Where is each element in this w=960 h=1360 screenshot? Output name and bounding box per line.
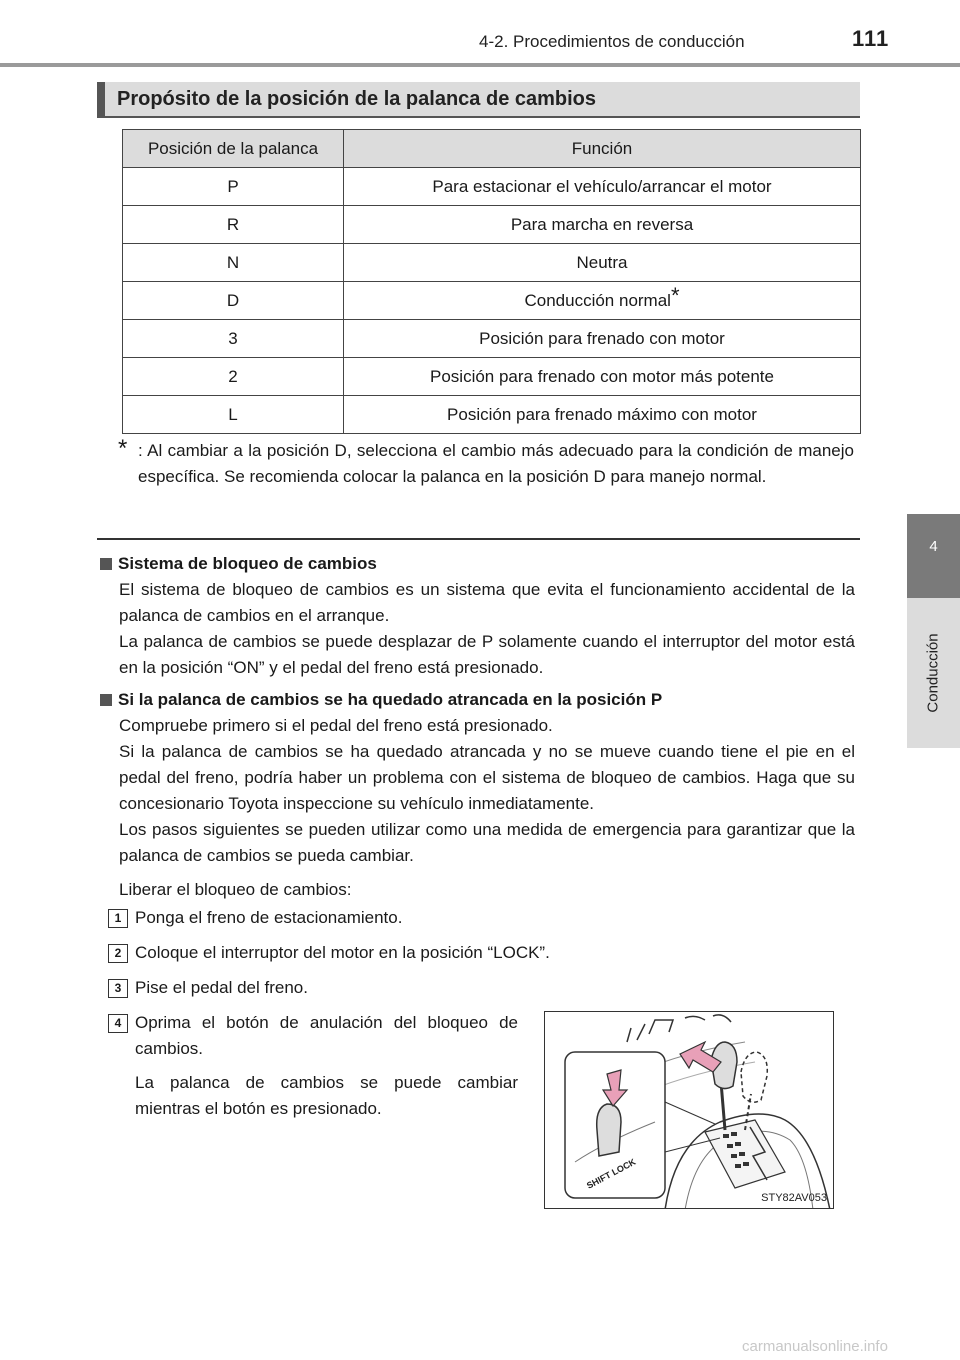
watermark: carmanualsonline.info — [742, 1338, 888, 1355]
table-cell-position: 3 — [123, 320, 344, 358]
table-cell-position: D — [123, 282, 344, 320]
table-cell-function — [344, 206, 861, 244]
chapter-label-tab — [907, 598, 960, 748]
step-number-box: 2 — [108, 944, 128, 963]
shift-lock-label: SHIFT LOCK — [584, 1156, 638, 1191]
table-row — [123, 396, 861, 434]
table-row — [123, 244, 861, 282]
chapter-tab[interactable] — [907, 514, 960, 598]
square-bullet-icon — [100, 694, 112, 706]
table-cell-position: P — [123, 168, 344, 206]
table-row — [123, 320, 861, 358]
table-cell-position: L — [123, 396, 344, 434]
shift-lock-title: Sistema de bloqueo de cambios — [118, 554, 377, 573]
table-row — [123, 358, 861, 396]
shift-lock-illustration — [544, 1011, 834, 1209]
stuck-lever-block — [100, 687, 855, 903]
step-4-note: La palanca de cambios se puede cambiar mientras el botón es presionado. — [135, 1073, 518, 1118]
table-cell-position: R — [123, 206, 344, 244]
function-text: Para estacionar el vehículo/arrancar el motor — [432, 176, 772, 196]
shift-lock-paragraph-1: El sistema de bloqueo de cambios es un sistema que evita el funcionamiento accidental de la palanca de cambios en el arranque. — [119, 580, 855, 625]
chapter-number: 4 — [929, 538, 938, 555]
section-title: Propósito de la posición de la palanca de cambios — [117, 88, 597, 110]
step-number-box: 1 — [108, 909, 128, 928]
shift-lock-block — [100, 551, 855, 681]
square-bullet-icon — [100, 558, 112, 570]
table-footnote — [118, 435, 854, 490]
table-header-function: Función — [344, 130, 861, 168]
shift-console-drawing — [545, 1012, 834, 1209]
function-text: Neutra — [576, 252, 628, 272]
footnote-star: * — [118, 435, 128, 462]
shift-lock-paragraph-2: La palanca de cambios se puede desplazar de P solamente cuando el interruptor del motor está en la posición “ON” y el pedal del freno está presionado. — [119, 632, 855, 677]
function-text: Posición para frenado con motor — [479, 328, 725, 348]
table-cell-function — [344, 358, 861, 396]
table-header-position: Posición de la palanca — [123, 130, 344, 168]
table-row — [123, 168, 861, 206]
page-header — [0, 0, 960, 60]
page-number: 111 — [852, 26, 890, 51]
header-rule — [0, 63, 960, 67]
section-divider — [97, 538, 860, 540]
stuck-lever-heading — [100, 687, 855, 713]
function-text: Posición para frenado con motor más potente — [430, 366, 774, 386]
table-row — [123, 282, 861, 320]
step-text: Pise el pedal del freno. — [135, 978, 308, 997]
table-header-row — [123, 130, 861, 168]
function-text: Conducción normal — [524, 290, 671, 310]
step-number-box: 3 — [108, 979, 128, 998]
table-cell-function — [344, 244, 861, 282]
footnote-star-marker: * — [670, 282, 680, 308]
step-text: Ponga el freno de estacionamiento. — [135, 908, 403, 927]
footnote-text: : Al cambiar a la posición D, selecciona el cambio más adecuado para la condición de manejo específica. Se recomienda colocar la palanca en la posición D para manejo normal. — [138, 441, 854, 486]
illustration-code: STY82AV053 — [761, 1192, 827, 1204]
shift-lock-heading — [100, 551, 855, 577]
table-cell-position: 2 — [123, 358, 344, 396]
table-cell-function — [344, 282, 861, 320]
function-text: Posición para frenado máximo con motor — [447, 404, 757, 424]
stuck-lever-paragraph-1: Compruebe primero si el pedal del freno está presionado. — [119, 716, 553, 735]
step-number-box: 4 — [108, 1014, 128, 1033]
section-bar-marker — [97, 82, 105, 116]
table-cell-position: N — [123, 244, 344, 282]
table-cell-function — [344, 320, 861, 358]
table-cell-function — [344, 396, 861, 434]
stuck-lever-paragraph-2: Si la palanca de cambios se ha quedado atrancada y no se mueve cuando tiene el pie en el pedal del freno, podría haber un problema con el sistema de bloqueo de cambios. Haga que su concesionario Toyota inspeccione su vehículo inmediatamente. — [119, 742, 855, 813]
section-title-bar — [97, 82, 860, 118]
stuck-lever-title: Si la palanca de cambios se ha quedado atrancada en la posición P — [118, 690, 663, 709]
shift-position-table — [122, 129, 861, 434]
stuck-lever-paragraph-4: Liberar el bloqueo de cambios: — [119, 880, 352, 899]
chapter-label: Conducción — [924, 633, 942, 713]
table-cell-function — [344, 168, 861, 206]
step-4-text: Oprima el botón de anulación del bloqueo de cambios. — [135, 1013, 518, 1058]
step-text: Coloque el interruptor del motor en la posición “LOCK”. — [135, 943, 550, 962]
function-text: Para marcha en reversa — [510, 214, 694, 234]
table-row — [123, 206, 861, 244]
header-section-title: 4-2. Procedimientos de conducción — [479, 32, 745, 51]
stuck-lever-paragraph-3: Los pasos siguientes se pueden utilizar como una medida de emergencia para garantizar que la palanca de cambios se pueda cambiar. — [119, 820, 855, 865]
